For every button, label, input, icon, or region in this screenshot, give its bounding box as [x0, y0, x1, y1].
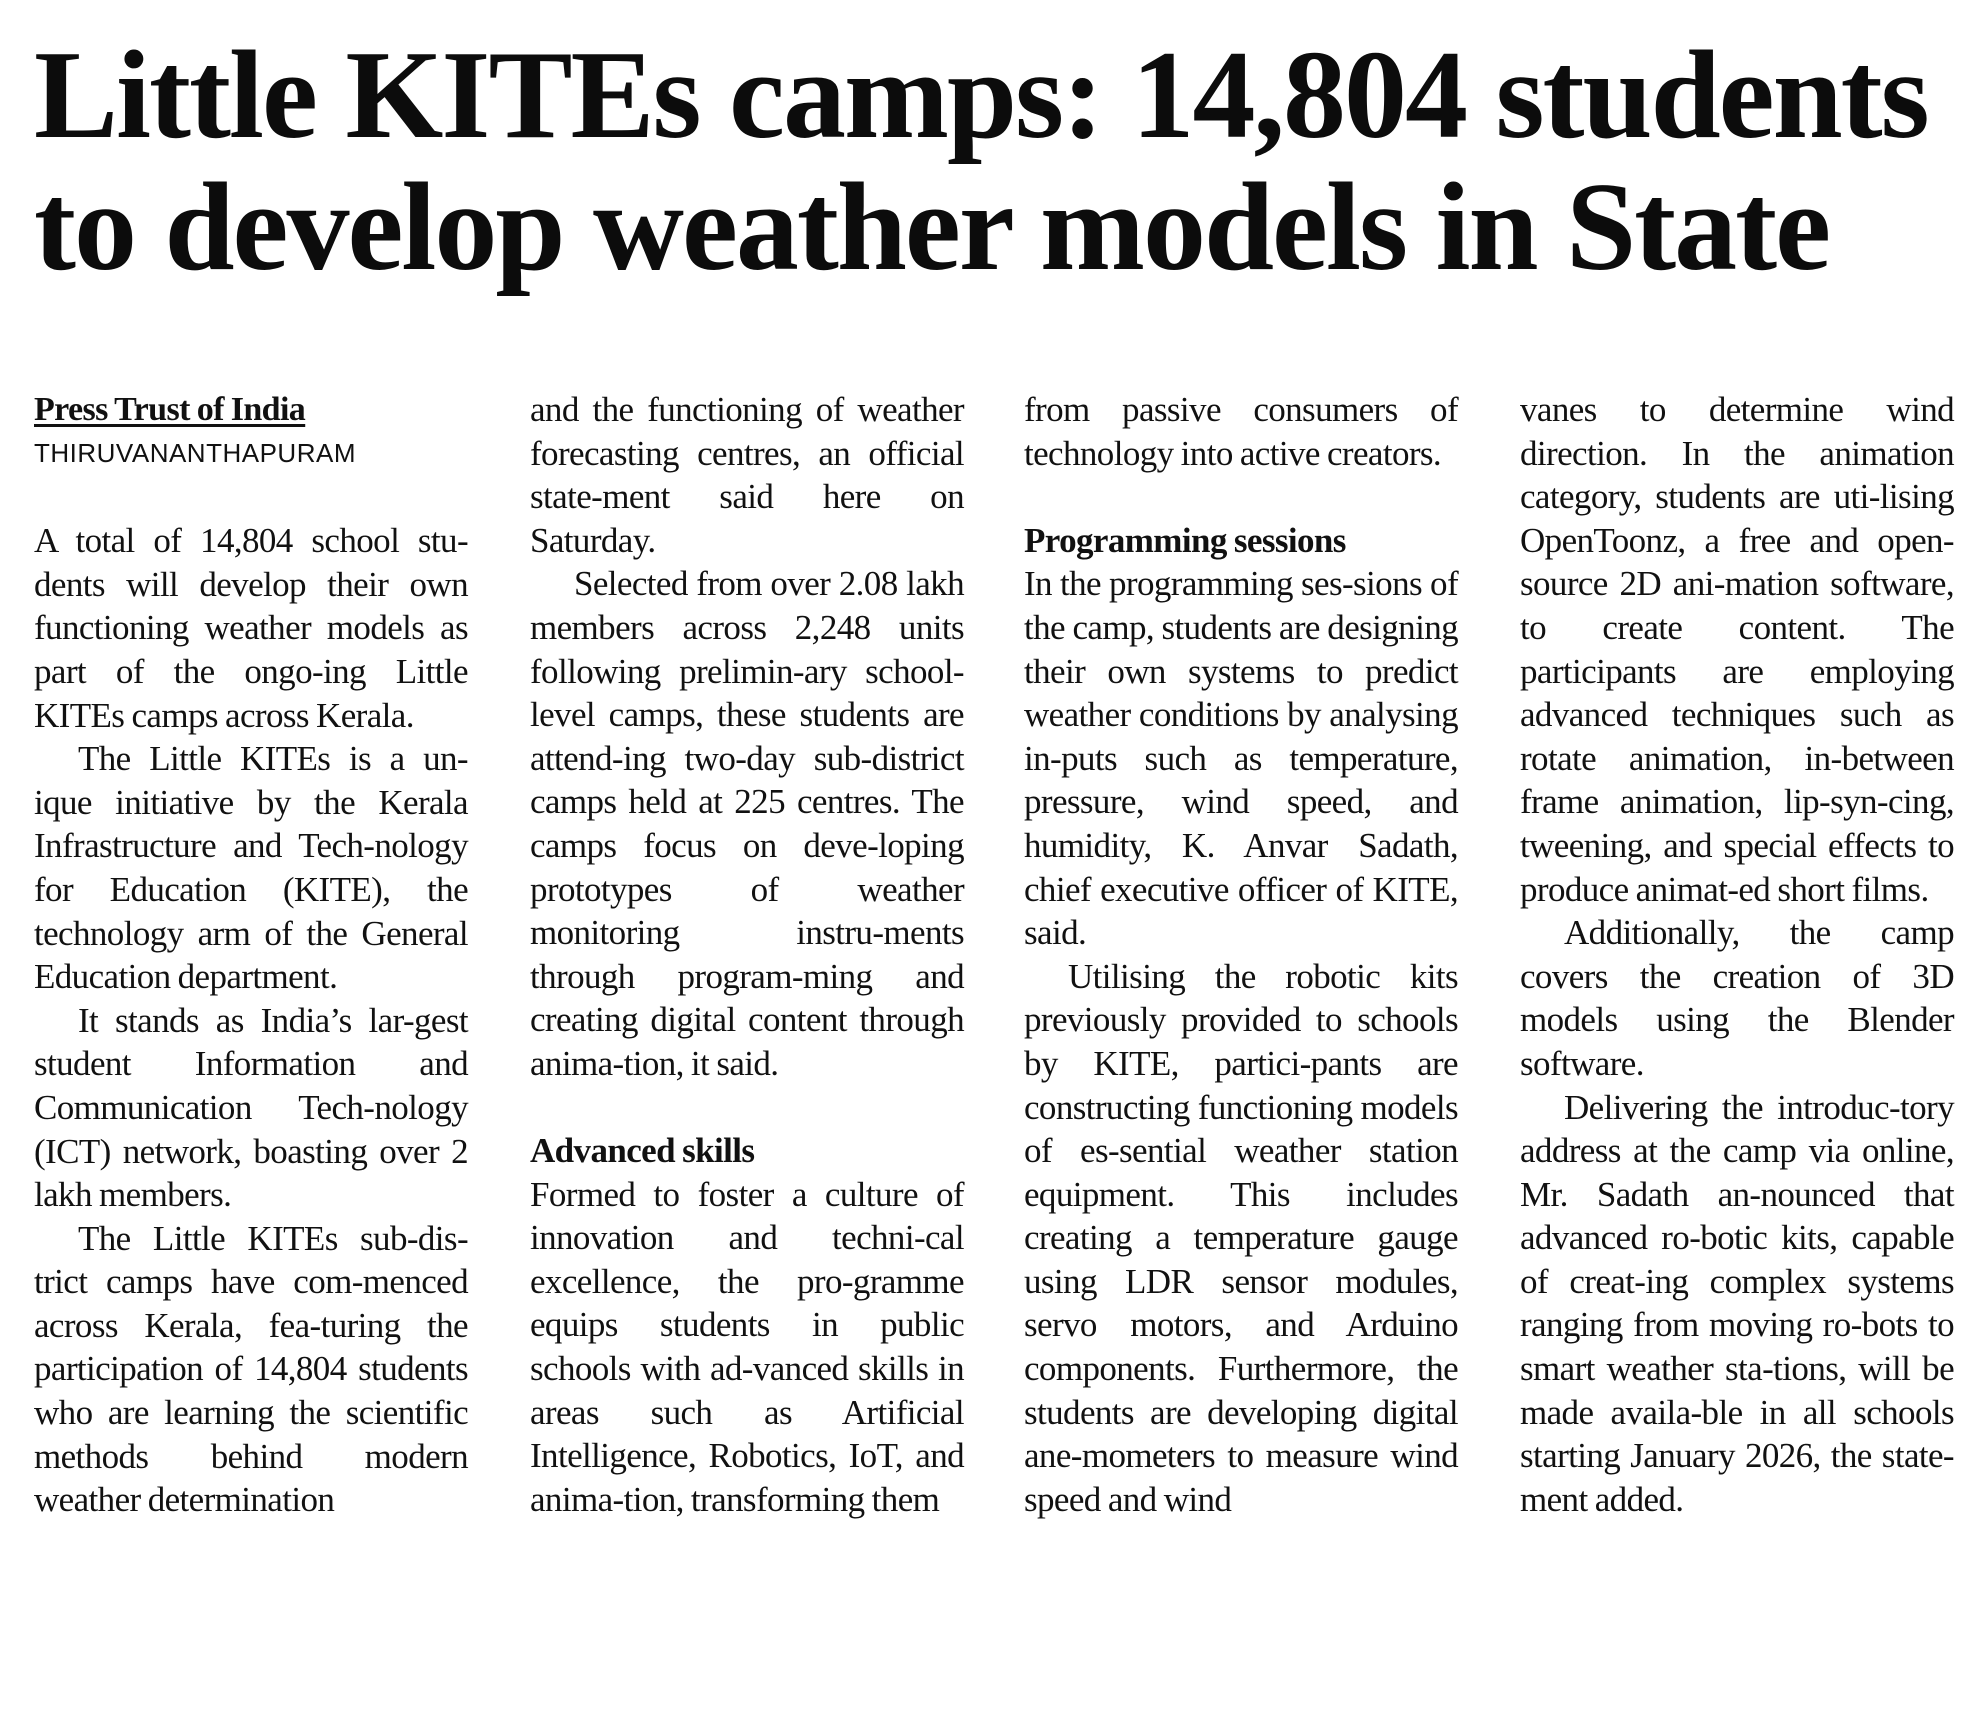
- paragraph-4-part-2: and the functioning of weather forecasting centres, an official state-ment said here on Saturday.: [530, 390, 964, 560]
- headline-line-1: Little KITEs camps: 14,804 students: [34, 26, 1928, 165]
- paragraph-5: Selected from over 2.08 lakh members across 2,248 units following prelimin-ary school-level camps, these students are attend-ing two-day sub-district camps held at 225 centres. The camps focus on deve-loping prototypes of weather monitoring instru-ments through program-ming and creating digital content through anima-tion, it said.: [530, 564, 964, 1083]
- paragraph-10: Delivering the introduc-tory address at the camp via online, Mr. Sadath an-nounced that advanced ro-botic kits, capable of creat-ing complex systems ranging from moving ro-bots to smart weather sta-tions, will be made availa-ble in all schools starting January 2026, the state-ment added.: [1520, 1087, 1954, 1519]
- column-2: [530, 388, 964, 1521]
- paragraph-1: A total of 14,804 school stu-dents will develop their own functioning weather models as part of the ongo-ing Little KITEs camps across Kerala.: [34, 521, 468, 735]
- paragraph-9: Additionally, the camp covers the creation of 3D models using the Blender software.: [1520, 913, 1954, 1083]
- column-3: [1024, 388, 1458, 1521]
- subhead-programming-sessions: Programming sessions: [1024, 520, 1346, 560]
- paragraph-7: In the programming ses-sions of the camp, students are designing their own systems to predict weather conditions by analysing in-puts such as temperature, pressure, wind speed, and humidity, K. Anvar Sadath, chief executive officer of KITE, said.: [1024, 564, 1458, 953]
- paragraph-6-part-2: from passive consumers of technology into active creators.: [1024, 390, 1458, 473]
- paragraph-6-part-1: Formed to foster a culture of innovation and techni-cal excellence, the pro-gramme equips students in public schools with ad-vanced skills in areas such as Artificial Intelligence, Robotics, IoT, and anima-tion, transforming them: [530, 1174, 964, 1519]
- article-body: [34, 388, 1961, 1718]
- subhead-advanced-skills: Advanced skills: [530, 1131, 755, 1171]
- paragraph-3: It stands as India’s lar-gest student Information and Communication Tech-nology (ICT) network, boasting over 2 lakh members.: [34, 1000, 468, 1215]
- paragraph-8-part-2: vanes to determine wind direction. In the animation category, students are uti-lising OpenToonz, a free and open-source 2D ani-mation software, to create content. The participants are employing advanced techniques such as rotate animation, in-between frame animation, lip-syn-cing, tweening, and special effects to produce animat-ed short films.: [1520, 390, 1954, 909]
- paragraph-4-part-1: The Little KITEs sub-dis-trict camps have com-menced across Kerala, fea-turing the participation of 14,804 students who are learning the scientific methods behind modern weather determination: [34, 1218, 468, 1520]
- column-4: [1520, 388, 1954, 1521]
- article-headline: [34, 26, 1954, 297]
- paragraph-2: The Little KITEs is a un-ique initiative by the Kerala Infrastructure and Tech-nology for Education (KITE), the technology arm of the General Education department.: [34, 739, 468, 997]
- headline-line-2: to develop weather models in State: [34, 158, 1829, 297]
- dateline: THIRUVANANTHAPURAM: [34, 437, 356, 468]
- byline: Press Trust of India: [34, 391, 306, 428]
- column-1: [34, 388, 468, 1522]
- paragraph-8-part-1: Utilising the robotic kits previously provided to schools by KITE, partici-pants are constructing functioning models of es-sential weather station equipment. This includes creating a temperature gauge using LDR sensor modules, servo motors, and Arduino components. Furthermore, the students are developing digital ane-mometers to measure wind speed and wind: [1024, 956, 1458, 1519]
